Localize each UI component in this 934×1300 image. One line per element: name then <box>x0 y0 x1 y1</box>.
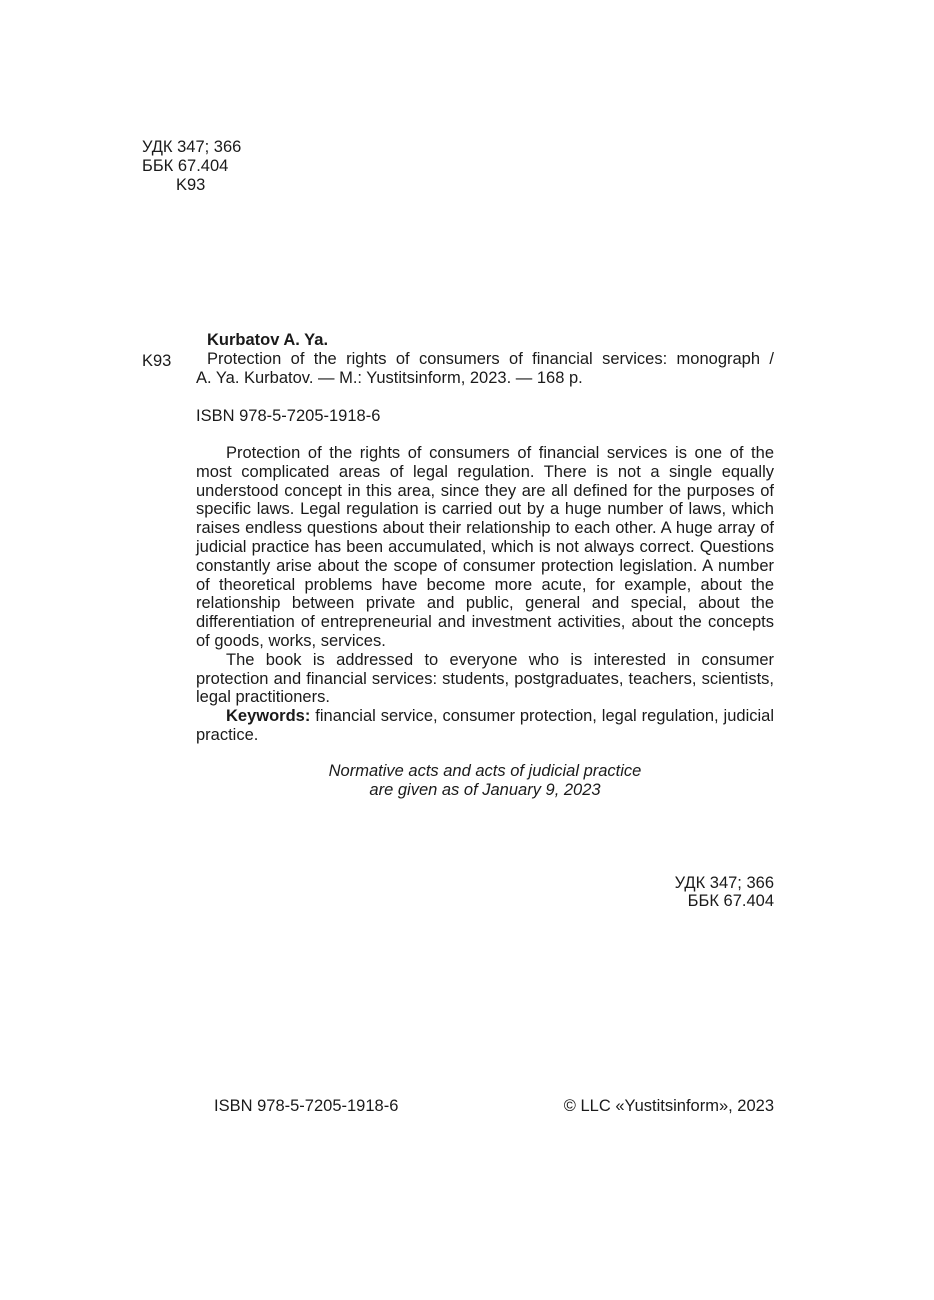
udk-code-bottom: УДК 347; 366 <box>674 874 774 892</box>
copyright: © LLC «Yustitsinform», 2023 <box>563 1097 774 1115</box>
abstract-paragraph-2: The book is addressed to everyone who is interested in consumer protection and financial services: students, postgraduates, teachers, scientists, legal practitioners. <box>196 650 774 707</box>
author-mark: K93 <box>176 176 206 194</box>
footer-isbn: ISBN 978-5-7205-1918-6 <box>214 1097 399 1115</box>
bottom-classification-codes <box>675 874 774 910</box>
note-line-1: Normative acts and acts of judicial practice <box>328 762 642 780</box>
keywords-label: Keywords: <box>226 707 311 726</box>
author-mark-side: K93 <box>142 352 172 370</box>
title-line-1: Protection of the rights of consumers of financial services: monograph / <box>207 350 774 368</box>
author-name: Kurbatov A. Ya. <box>207 331 329 349</box>
currency-note <box>196 762 774 800</box>
abstract-paragraph-1: Protection of the rights of consumers of financial services is one of the most complicated areas of legal regulation. There is not a single equally understood concept in this area, since they are all defined for the purposes of specific laws. Legal regulation is carried out by a huge number of laws, which raises endless questions about their relationship to each other. A huge array of judicial practice has been accumulated, which is not always correct. Questions constantly arise about the scope of consumer protection legislation. A number of theoretical problems have become more acute, for example, about the relationship between private and public, general and special, about the differentiation of entrepreneurial and investment activities, about the concepts of goods, works, services. <box>196 444 774 650</box>
bbk-code: ББК 67.404 <box>142 157 229 175</box>
bbk-code-bottom: ББК 67.404 <box>687 892 774 910</box>
keywords <box>196 707 774 745</box>
title-line-2: A. Ya. Kurbatov. — M.: Yustitsinform, 2023. — 168 p. <box>196 369 583 387</box>
bibliographic-description <box>196 350 774 388</box>
note-line-2: are given as of January 9, 2023 <box>369 781 601 799</box>
abstract <box>196 444 774 745</box>
isbn: ISBN 978-5-7205-1918-6 <box>196 407 381 425</box>
top-classification-codes <box>142 138 241 195</box>
keywords-text: financial service, consumer protection, legal regulation, judicial practice. <box>196 707 774 744</box>
udk-code: УДК 347; 366 <box>142 138 242 156</box>
